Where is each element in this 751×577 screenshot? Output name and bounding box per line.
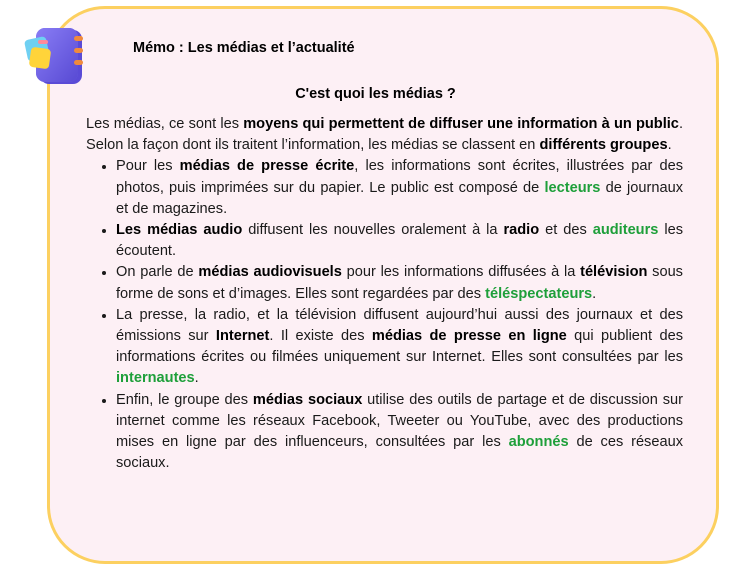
list-item-social-media: • Enfin, le groupe des médias sociaux utilise des outils de partage et de discussion sur internet comme les réseaux Facebook, Tweeter ou YouTube, avec des productions mises en ligne par des influenceurs, consultées par les abonnés de ces réseaux sociaux. — [116, 390, 683, 475]
media-types-list — [86, 156, 683, 474]
memo-content — [86, 114, 683, 474]
notebook-sticky-notes-icon — [24, 20, 90, 92]
section-title: C'est quoi les médias ? — [295, 86, 456, 102]
list-item-print-media: • Pour les médias de presse écrite, les informations sont écrites, illustrées par des photos, puis imprimées sur du papier. Le public est composé de lecteurs de journaux et de magazines. — [116, 156, 683, 220]
list-item-online-media: • La presse, la radio, et la télévision diffusent aujourd’hui aussi des journaux et des émissions sur Internet. Il existe des médias de presse en ligne qui publient des informations écrites ou filmées uniquement sur Internet. Elles sont consultées par les internautes. — [116, 305, 683, 390]
list-item-audio-media: • Les médias audio diffusent les nouvelles oralement à la radio et des auditeurs les écoutent. — [116, 220, 683, 262]
list-item-audiovisual-media: • On parle de médias audiovisuels pour les informations diffusées à la télévision sous forme de sons et d’images. Elles sont regardées par des téléspectateurs. — [116, 262, 683, 304]
intro-paragraph: Les médias, ce sont les moyens qui permettent de diffuser une information à un public. Selon la façon dont ils traitent l’information, les médias se classent en différents groupes. — [86, 116, 683, 154]
memo-title: Mémo : Les médias et l’actualité — [133, 40, 355, 56]
